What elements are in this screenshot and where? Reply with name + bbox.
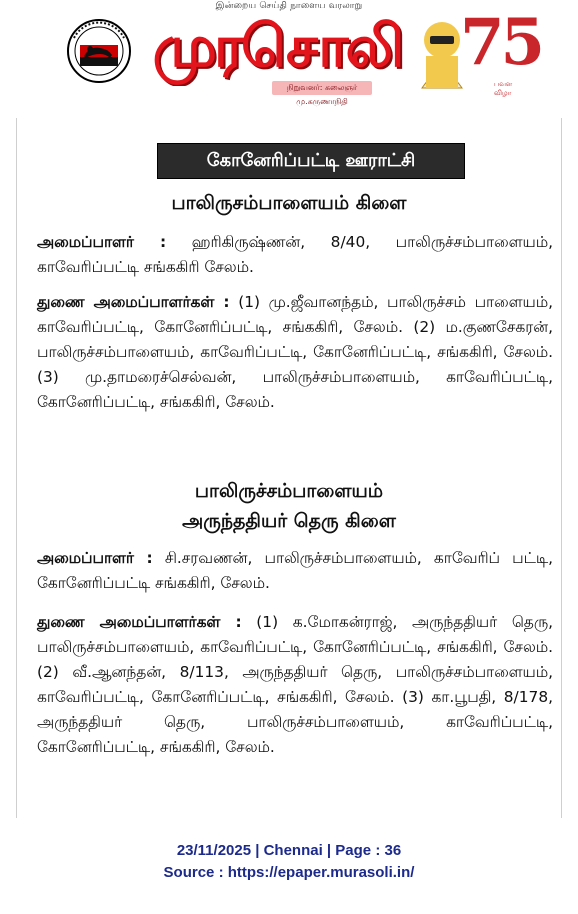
- branch-heading-2-line2: அருந்ததியர் தெரு கிளை: [182, 510, 396, 532]
- organizer-label: அமைப்பாளர் :: [37, 549, 153, 567]
- branch-heading-1: பாலிருசம்பாளையம் கிளை: [171, 192, 407, 214]
- footer-source-link[interactable]: Source : https://epaper.murasoli.in/: [163, 864, 415, 881]
- founder-caption: நிறுவனர்: கலைஞர் மு.கருணாநிதி: [272, 81, 372, 95]
- deputies-paragraph-1: [37, 290, 553, 415]
- deputies-paragraph-2: [37, 610, 553, 760]
- deputies-label: துணை அமைப்பாளர்கள் :: [37, 613, 242, 631]
- masthead: [0, 0, 578, 112]
- organizer-paragraph-2: [37, 546, 553, 596]
- masthead-tagline: இன்றைய செய்தி நாளைய வரலாறு: [215, 1, 363, 11]
- organizer-paragraph-1: [37, 230, 553, 280]
- footer-dateline: 23/11/2025 | Chennai | Page : 36: [176, 842, 402, 859]
- deputies-label: துணை அமைப்பாளர்கள் :: [37, 293, 230, 311]
- party-emblem-icon: [66, 18, 132, 84]
- anniversary-caption: பவள விழா: [494, 80, 513, 97]
- article-clipping: [16, 118, 562, 818]
- organizer-text: ஹரிகிருஷ்ணன், 8/40, பாலிருச்சம்பாளையம், காவேரிப்பட்டி சங்ககிரி சேலம்.: [37, 233, 553, 276]
- anniversary-logo: [412, 4, 542, 108]
- branch-heading-2-line1: பாலிருச்சம்பாளையம்: [194, 480, 384, 502]
- masthead-title: முரசொலி: [152, 12, 402, 80]
- section-banner: [157, 143, 465, 179]
- organizer-text: சி.சரவணன், பாலிருச்சம்பாளையம், காவேரிப் பட்டி, கோனேரிப்பட்டி சங்ககிரி, சேலம்.: [37, 549, 553, 592]
- deputies-text: (1) க.மோகன்ராஜ், அருந்ததியர் தெரு, பாலிருச்சம்பாளையம், காவேரிப்பட்டி, கோனேரிப்பட்டி, சங்ககிரி, சேலம். (2) வீ.ஆனந்தன், 8/113, அருந்ததியர் தெரு, பாலிருச்சம்பாளையம், காவேரிப்பட்டி, கோனேரிப்பட்டி, சங்ககிரி, சேலம். (3) கா.பூபதி, 8/178, அருந்ததியர் தெரு, பாலிருச்சம்பாளையம், காவேரிப்பட்டி, கோனேரிப்பட்டி, சங்ககிரி, சேலம்.: [37, 613, 553, 756]
- section-title: கோனேரிப்பட்டி ஊராட்சி: [206, 150, 416, 171]
- anniversary-number: 75: [460, 5, 542, 80]
- deputies-text: (1) மு.ஜீவானந்தம், பாலிருச்சம் பாளையம், காவேரிப்பட்டி, கோனேரிப்பட்டி, சங்ககிரி, சேலம். (2) ம.குணசேகரன், பாலிருச்சம்பாளையம், காவேரிப்பட்டி, கோனேரிப்பட்டி, சங்ககிரி, சேலம். (3) மு.தாமரைச்செல்வன், பாலிருச்சம்பாளையம், காவேரிப்பட்டி, கோனேரிப்பட்டி, சங்ககிரி, சேலம்.: [37, 293, 553, 411]
- organizer-label: அமைப்பாளர் :: [37, 233, 167, 251]
